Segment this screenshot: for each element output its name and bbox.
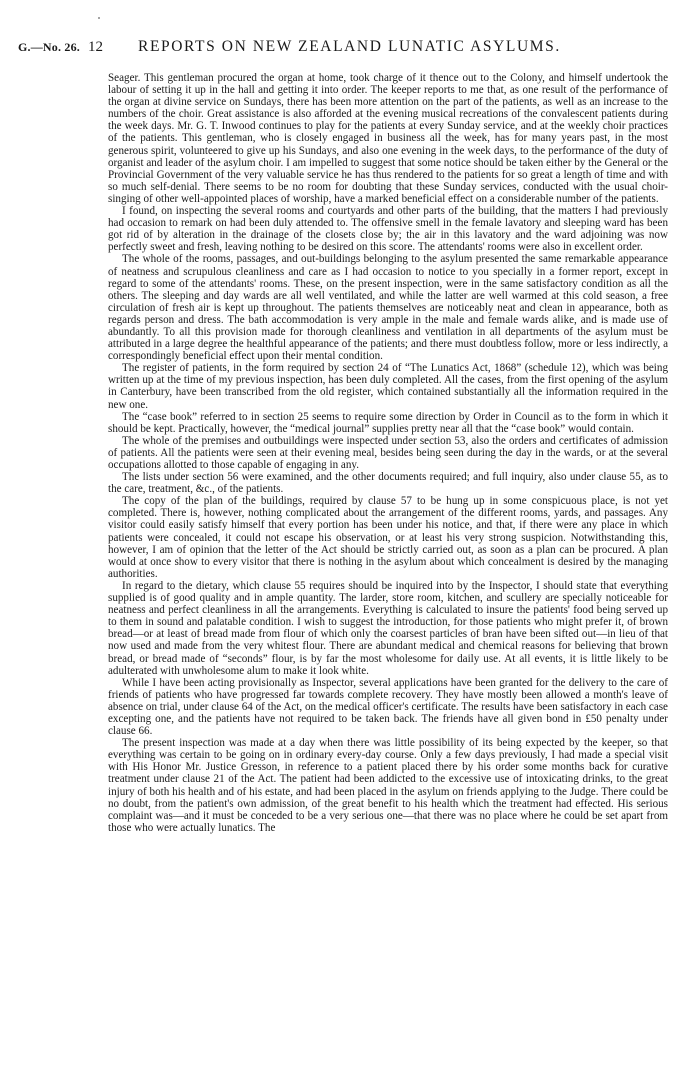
paragraph-organ: Seager. This gentleman procured the organ at home, took charge of it thence out to the Colony, and himself undertook the labour of setting it up in the hall and getting it into order. The keeper reports to me that, as one result of the performance of the organ at divine service on Sundays, there has been more attention on the part of the patients, as well as an increase to the numbers of the choir. Great assistance is also afforded at the evening musical recreations of the convalescent patients during the week days. Mr. G. T. Inwood continues to play for the patients at every Sunday service, and at the weekly choir practices of the patients. This gentleman, who is closely engaged in business all the week, has for many years past, in the most generous spirit, volunteered to give up his Sundays, and also one evening in the week days, to the performance of the duty of organist and leader of the asylum choir. I am impelled to suggest that some notice should be taken either by the General or the Provincial Government of the very valuable service he has thus rendered to the patients for so great a length of time and with so much self-denial. There seems to be no room for doubting that these Sunday services, conducted with the usual choir-singing of other well-appointed places of worship, have a marked beneficial effect on a considerable number of the patients. — [108, 72, 668, 205]
paragraph-inspection-rooms: I found, on inspecting the several rooms and courtyards and other parts of the building, that the matters I had previously had occasion to remark on had been duly attended to. The offensive smell in the female lavatory and sleeping ward has been got rid of by alteration in the drainage of the closets close by; the air in this lavatory and the ward adjoining was now perfectly sweet and fresh, leaving nothing to be desired on this score. The attendants' rooms were also in excellent order. — [108, 205, 668, 254]
paragraph-lists: The lists under section 56 were examined, and the other documents required; and full inquiry, also under clause 55, as to the care, treatment, &c., of the patients. — [108, 471, 668, 496]
document-reference: G.—No. 26. — [18, 40, 80, 54]
paragraph-register: The register of patients, in the form required by section 24 of “The Lunatics Act, 1868” (schedule 12), which was being written up at the time of my previous inspection, has been duly completed. All the cases, from the first opening of the asylum in Canterbury, have been transcribed from the old register, which contained substantially all the information required in the new one. — [108, 362, 668, 411]
paragraph-case-book: The “case book” referred to in section 25 seems to require some direction by Order in Council as to the form in which it should be kept. Practically, however, the “medical journal” supplies pretty near all that the “case book” would contain. — [108, 410, 668, 435]
running-title: REPORTS ON NEW ZEALAND LUNATIC ASYLUMS. — [138, 38, 561, 55]
paragraph-cleanliness: The whole of the rooms, passages, and out-buildings belonging to the asylum presented the same remarkable appearance of neatness and scrupulous cleanliness and care as I had occasion to notice to you specially in a former report, except in regard to some of the attendants' rooms. These, on the present inspection, were in the same satisfactory condition as all the others. The sleeping and day wards are all well ventilated, and while the latter are well warmed at this cold season, a free circulation of fresh air is kept up throughout. The patients themselves are noticeably neat and clean in appearance, both as regards person and dress. The bath accommodation is very ample in the male and female wards alike, and is made use of abundantly. To all this provision made for thorough cleanliness and ventilation in all departments of the asylum must be attributed in a large degree the healthful appearance of the patients; and there must doubtless follow, more or less indirectly, a correspondingly beneficial effect upon their mental condition. — [108, 253, 668, 363]
page-number: 12 — [88, 39, 103, 55]
paragraph-dietary: In regard to the dietary, which clause 55 requires should be inquired into by the Inspector, I should state that everything supplied is of good quality and in ample quantity. The larder, store room, kitchen, and scullery are specially noticeable for neatness and perfect cleanliness in all the arrangements. Everything is calculated to insure the patients' food being served up to them in sound and palatable condition. I wish to suggest the introduction, for those patients who might prefer it, of brown bread—or at least of bread made from flour of which only the coarsest particles of bran have been sifted out—in lieu of that now used and made from the very whitest flour. There are abundant medical and chemical reasons for believing that brown bread, or bread made of “seconds” flour, is by far the most wholesome for daily use. At all events, it is little likely to be adulterated with unwholesome alum to make it look white. — [108, 579, 668, 677]
paragraph-present-inspection: The present inspection was made at a day when there was little possibility of its being expected by the keeper, so that everything was certain to be going on in ordinary every-day course. Only a few days previously, I had made a special visit with His Honor Mr. Justice Gresson, in reference to a patient placed there by his order some months back for curative treatment under clause 21 of the Act. The patient had been addicted to the excessive use of intoxicating drinks, to the great injury of both his health and of his estate, and had been placed in the asylum on friends applying to the Judge. There could be no doubt, from the patient's own admission, of the great benefit to his health which the treatment had effected. His serious complaint was—and it must be conceded to be a very serious one—that there was no place where he could be set apart from those who were actually lunatics. The — [108, 737, 668, 834]
paragraph-plan: The copy of the plan of the buildings, required by clause 57 to be hung up in some conspicuous place, is not yet completed. There is, however, nothing complicated about the arrangement of the different rooms, yards, and passages. Any visitor could easily satisfy himself that every portion has been under his notice, and that, if there were any place in which patients were concealed, it could not escape his observation, or at least his very strong suspicion. Notwithstanding this, however, I am of opinion that the letter of the Act should be strictly carried out, as soon as a plan can be procured. A plan would at once show to every visitor that there is nothing in the asylum about which concealment is desired by the managing authorities. — [108, 495, 668, 580]
paragraph-leave: While I have been acting provisionally as Inspector, several applications have been granted for the delivery to the care of friends of patients who have progressed far towards complete recovery. They have mostly been allowed a month's leave of absence on trial, under clause 64 of the Act, on the medical officer's certificate. The results have been satisfactory in each case excepting one, and the patients have not required to be taken back. The friends have all given bond in £50 penalty under clause 66. — [108, 676, 668, 738]
report-body — [108, 72, 668, 834]
scan-speck — [98, 17, 100, 19]
page-header — [18, 38, 682, 58]
paragraph-premises: The whole of the premises and outbuildings were inspected under section 53, also the orders and certificates of admission of patients. All the patients were seen at their evening meal, besides being seen during the day in the wards, or at the several occupations allotted to those capable of engaging in any. — [108, 434, 668, 471]
